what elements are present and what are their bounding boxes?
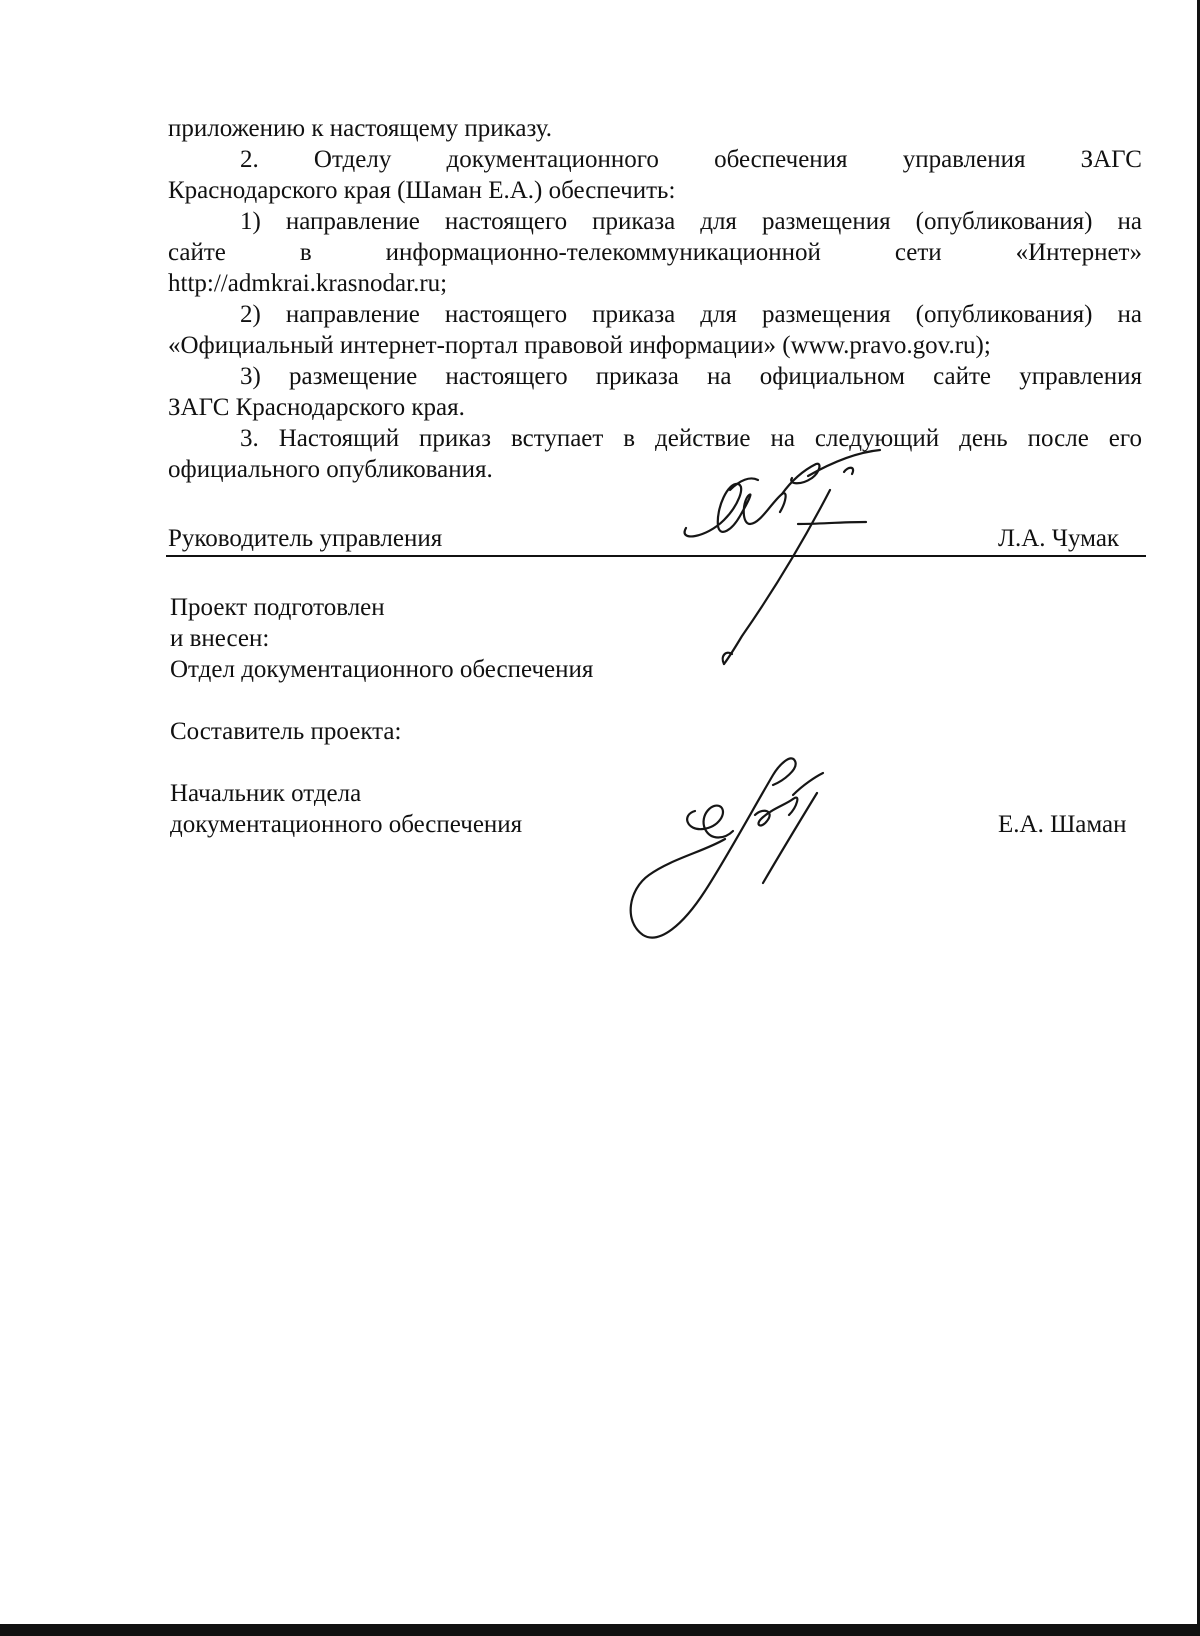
subitem-3-line-2: ЗАГС Краснодарского края. [168, 394, 465, 421]
paragraph-item-2-line-1: 2. Отделу документационного обеспечения управления ЗАГС [240, 146, 1142, 173]
compiler-signature-image [625, 755, 855, 945]
subitem-3-line-1: 3) размещение настоящего приказа на официальном сайте управления [240, 363, 1142, 390]
subitem-2-line-2: «Официальный интернет-портал правовой информации» (www.pravo.gov.ru); [168, 332, 991, 359]
compiler-name: Е.А. Шаман [998, 811, 1127, 838]
compiler-heading: Составитель проекта: [170, 718, 402, 745]
subitem-1-line-3: http://admkrai.krasnodar.ru; [168, 270, 448, 297]
document-body [168, 113, 1142, 485]
paragraph-item-3-line-1: 3. Настоящий приказ вступает в действие на следующий день после его [240, 425, 1142, 452]
separator-line [166, 555, 1146, 557]
paragraph-item-2-cont: Краснодарского края (Шаман Е.А.) обеспечить: [168, 177, 676, 204]
paragraph-item-2 [168, 144, 1142, 175]
head-signature-image [680, 450, 930, 710]
paragraph-item-3-line-2: официального опубликования. [168, 456, 493, 483]
prepared-by-line-1: Проект подготовлен [170, 594, 385, 621]
scan-edge-bottom [0, 1624, 1200, 1636]
subitem-1-line-1: 1) направление настоящего приказа для размещения (опубликования) на [240, 208, 1142, 235]
prepared-by-line-2: и внесен: [170, 625, 270, 652]
prepared-by-department: Отдел документационного обеспечения [170, 656, 594, 683]
signatory-name: Л.А. Чумак [998, 525, 1120, 552]
subitem-1-line-2: сайте в информационно-телекоммуникационной сети «Интернет» [168, 239, 1142, 266]
compiler-position-line-1: Начальник отдела [170, 780, 362, 807]
subitem-2-line-1: 2) направление настоящего приказа для размещения (опубликования) на [240, 301, 1142, 328]
signatory-position: Руководитель управления [168, 525, 443, 552]
paragraph-continuation: приложению к настоящему приказу. [168, 115, 553, 142]
compiler-position-line-2: документационного обеспечения [170, 811, 523, 838]
